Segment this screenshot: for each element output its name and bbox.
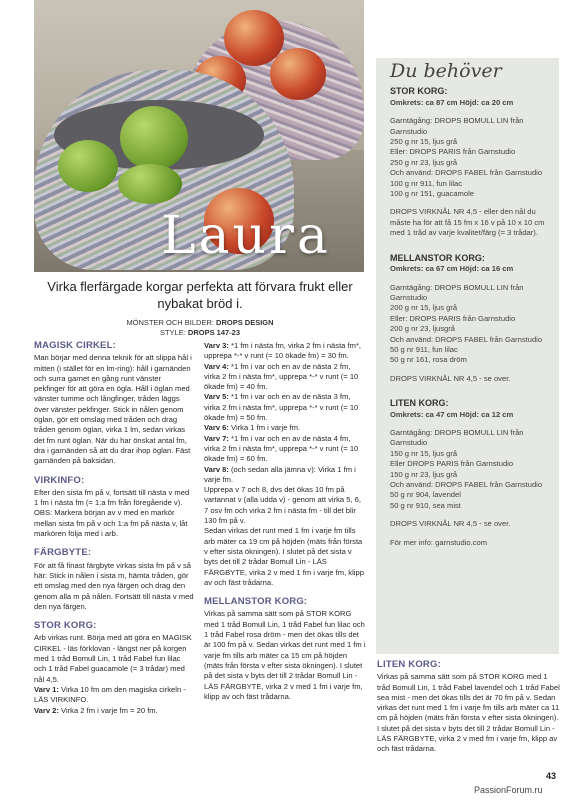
column-1: MAGISK CIRKEL: Man börjar med denna teknik för att slippa hål i mitten (i stället för en lm-ring): håll i garnänden och surra garnet en gång runt vänster pekfinger för att göra en ögla. Håll i öglan med vänster tumme och långfinger, tråden läggs över vänster pekfinger. Stick in nålen genom öglan, gör ett omslag med tråden och drag tråden genom öglan, virka 1 lm, sedan virkas det fm runt öglan. När du har önskat antal fm, dra i garnänden så att du drar ihop öglan. Fäst garnänden på baksidan. VIRKINFO: Efter den sista fm på v, fortsätt till nästa v med 1 fm i nästa fm (= 1:a fm från föregående v). OBS: Markera början av v med en markör mellan sista fm på v och 1:a fm på nästa v, låt markören följa med i arb. FÄRGBYTE: För att få finast färgbyte virkas sista fm på v så här: Stick in nålen i sista m, hämta tråden, gör ett omslag med den nya färgen och drag den genom alla m på nålen. Fortsätt till nästa v med den nya färgen. STOR KORG: Arb virkas runt. Börja med att göra en MAGISK CIRKEL - läs förklovan - längst ner på korgen med 1 tråd Bomull Lin, 1 tråd Fabel fun lilac och 1 tråd Fabel guacamole (= 3 trådar) med nål 4,5. Varv 1: Virka 10 fm om den magiska cirkeln - LÄS VIRKINFO. Varv 2: Virka 2 fm i varje fm = 20 fm. [34, 340, 194, 715]
more-info-line: För mer info: garnstudio.com [390, 537, 488, 547]
sidebar-section-mellan: MELLANSTOR KORG: Omkrets: ca 67 cm Höjd: ca 16 cm Garntägång: DROPS BOMULL LIN från Garnstudio 200 g nr 15, ljus grå Eller: DROPS PARIS från Garnstudio 200 g nr 23, ljusgrå Och använd: DROPS FABEL från Garnstudio 50 g nr 911, fun lilac 50 g nr 161, rosa dröm DROPS VIRKNÅL NR 4,5 - se over. [390, 252, 543, 383]
section-heading: VIRKINFO: [34, 474, 85, 486]
page-title: Laura [161, 206, 331, 266]
tagline: Virka flerfärgade korgar perfekta att förvara frukt eller nybakat bröd i. [47, 279, 353, 311]
sidebar-section-stor: STOR KORG: Omkrets: ca 87 cm Höjd: ca 20 cm Garntägång: DROPS BOMULL LIN från Garnstudio 250 g nr 15, ljus grå Eller: DROPS PARIS från Garnstudio 250 g nr 23, ljus grå Och använd: DROPS FABEL från Garnstudio 100 g nr 911, fun lilac 100 g nr 151, guacamole DROPS VIRKNÅL NR 4,5 - eller den nål du måste ha för att få 15 fm x 16 v på 10 x 10 cm med 1 tråd av varje kvalitet/färg (= 3 trådar). [390, 86, 545, 238]
sidebar-title: Du behöver [390, 60, 502, 82]
watermark: PassionForum.ru [474, 785, 543, 795]
credit-line: MÖNSTER OCH BILDER: DROPS DESIGN STYLE: DROPS 147-23 [126, 318, 274, 337]
apple-image [58, 140, 118, 192]
intro [34, 278, 366, 338]
hero-photo [34, 0, 364, 272]
column-3: LITEN KORG: Virkas på samma sätt som på STOR KORG med 1 tråd Bomull Lin, 1 tråd Fabel lavendel och 1 tråd Fabel sea mist - men det ökas tills det är 70 fm på v. Sedan virkas det runt med 1 fm i varje fm tills arb mäter ca 11 cm på höjden (mäts från första v efter sista ökningen). I slutet på det sista v byts det till 2 trådar Bomull Lin - LÄS FÄRGBYTE, virka 2 v med fm i varje fm, klipp av och fäst trådarna. [377, 659, 560, 754]
sidebar-section-liten: LITEN KORG: Omkrets: ca 47 cm Höjd: ca 12 cm Garntägång: DROPS BOMULL LIN från Garnstudio 150 g nr 15, ljus grå Eller DROPS PARIS från Garnstudio 150 g nr 23, ljus grå Och använd: DROPS FABEL från Garnstudio 50 g nr 904, lavendel 50 g nr 910, sea mist DROPS VIRKNÅL NR 4,5 - se over. [390, 398, 543, 529]
section-heading: STOR KORG: [34, 620, 97, 632]
apple-image [120, 106, 188, 170]
column-2: Varv 3: *1 fm i nästa fm, virka 2 fm i nästa fm*, upprepa *-* v runt (= 10 ökade fm) = 30 fm. Varv 4: *1 fm i var och en av de nästa 2 fm, virka 2 fm i nästa fm*, upprepa *-* v runt (= 10 ökade fm) = 40 fm. Varv 5: *1 fm i var och en av de nästa 3 fm, virka 2 fm i nästa fm*, upprepa *-* v runt (= 10 ökade fm) = 50 fm. Varv 6: Virka 1 fm i varje fm. Varv 7: *1 fm i var och en av de nästa 4 fm, virka 2 fm i nästa fm*, upprepa *-* v runt (= 10 ökade fm) = 60 fm. Varv 8: (och sedan alla jämna v): Virka 1 fm i varje fm. Upprepa v 7 och 8, dvs det ökas 10 fm på vartannat v (alla udda v) - genom att virka 5, 6, 7 osv fm och virka 2 fm i nästa fm - till det blir 130 fm på v. Sedan virkas det runt med 1 fm i varje fm tills arb mäter ca 19 cm på höjden (mäts från första v efter sista ökningen). I slutet på det sista v byts det till 2 trådar Bomull Lin - LÄS FÄRGBYTE, virka 2 v med 1 fm i varje fm, klipp av och fäst trådarna. MELLANSTOR KORG: Virkas på samma sätt som på STOR KORG med 1 tråd Bomull Lin, 1 tråd Fabel fun lilac och 1 tråd Fabel rosa dröm - men det ökas tills det är 100 fm på v. Sedan virkas det runt med 1 fm i varje fm tills arb mäter ca 15 cm på höjden (mäts från första v efter sista ökningen). I slutet på det sista v byts det till 2 trådar Bomull Lin - LÄS FÄRGBYTE, virka 2 v med 1 fm i varje fm, klipp av och fäst trådarna. [204, 341, 366, 701]
apple-image [118, 164, 182, 204]
section-heading: MELLANSTOR KORG: [204, 596, 308, 608]
materials-sidebar [376, 58, 559, 654]
section-heading: FÄRGBYTE: [34, 547, 92, 559]
section-heading: MAGISK CIRKEL: [34, 340, 116, 351]
apple-image [270, 48, 326, 100]
page-number: 43 [546, 771, 557, 781]
section-heading: LITEN KORG: [377, 659, 441, 670]
